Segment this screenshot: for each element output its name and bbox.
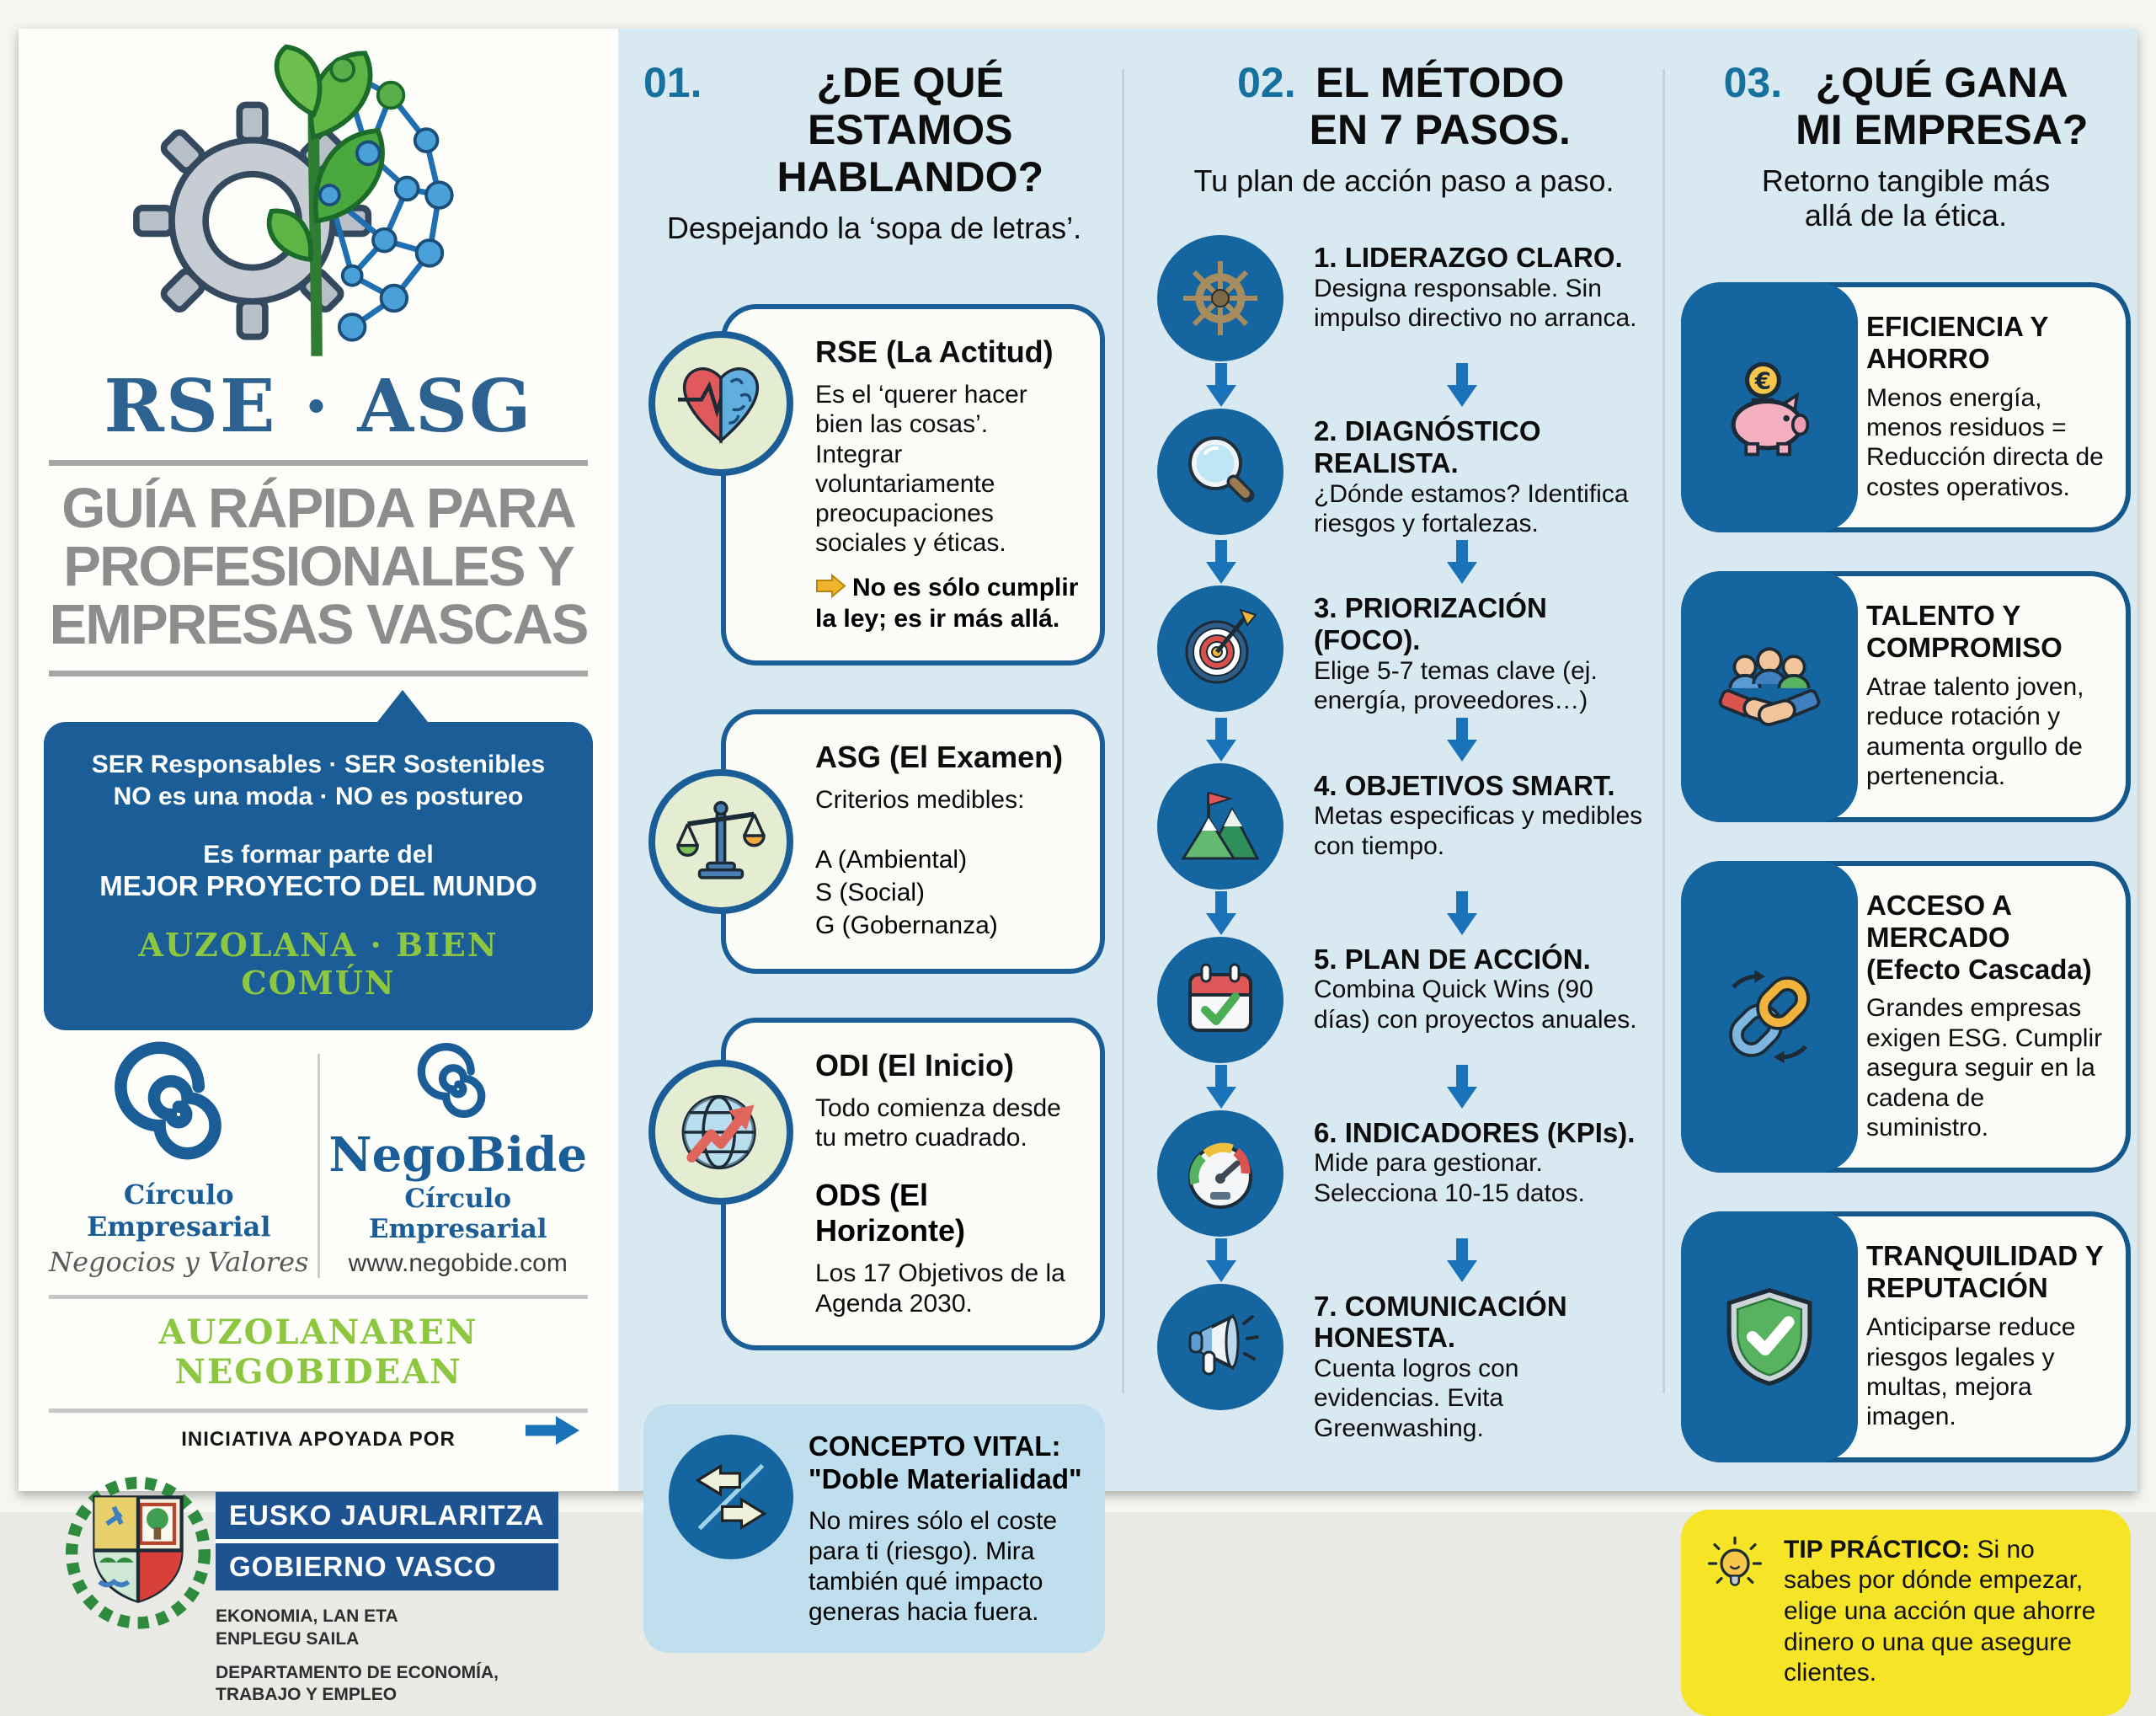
- flow-arrows: [1157, 716, 1651, 763]
- piggy-bank-icon: [1681, 282, 1858, 532]
- asg-item: G (Gobernanza): [815, 911, 998, 940]
- card-odi-ods: [721, 1018, 1105, 1350]
- claim-box: [44, 722, 593, 1030]
- card-title-line: CONCEPTO VITAL:: [808, 1430, 1061, 1462]
- shield-check-icon: [1681, 1211, 1858, 1462]
- card-note-text: No es sólo cumplir la ley; es ir más allá.: [815, 573, 1079, 633]
- step-1: [1157, 235, 1651, 361]
- column-divider: [1122, 69, 1124, 1393]
- section-number: 01.: [643, 59, 702, 106]
- card-title: ASG (El Examen): [815, 740, 1064, 775]
- spiral-icon: [423, 1054, 494, 1125]
- tip-label: TIP PRÁCTICO:: [1784, 1535, 1971, 1564]
- step-body: Combina Quick Wins (90 días) con proyectos anuales.: [1314, 976, 1637, 1034]
- department-line: EKONOMIA, LAN ETA: [216, 1606, 398, 1627]
- card-body: Es el ‘querer hacer bien las cosas’. Integrar voluntariamente preocupaciones sociales y éticas.: [815, 381, 1027, 557]
- down-arrow-icon: [1447, 718, 1477, 762]
- card-rse: [721, 304, 1105, 666]
- section-01-header: [643, 59, 1105, 200]
- step-title: 3. PRIORIZACIÓN (FOCO).: [1314, 592, 1547, 656]
- step-body: Metas especificas y medibles con tiempo.: [1314, 802, 1643, 860]
- benefit-card-eficiencia: [1681, 282, 2131, 532]
- card-body-2: Los 17 Objetivos de la Agenda 2030.: [815, 1259, 1065, 1318]
- section-title: [1796, 59, 2088, 153]
- step-title: 2. DIAGNÓSTICO REALISTA.: [1314, 415, 1541, 479]
- down-arrow-icon: [1206, 718, 1236, 762]
- card-title: ODI (El Inicio): [815, 1048, 1015, 1083]
- handshake-people-icon: [1681, 571, 1858, 821]
- section-title-line: MI EMPRESA?: [1796, 106, 2089, 153]
- circulo-empresarial-logo: [40, 1054, 318, 1278]
- spiral-icon: [123, 1059, 234, 1170]
- gauge-icon: [1157, 1110, 1283, 1237]
- subtitle-line: GUÍA RÁPIDA PARA: [61, 477, 575, 540]
- benefit-body: Grandes empresas exigen ESG. Cumplir asegura seguir en la cadena de suministro.: [1866, 994, 2103, 1142]
- section-subtitle: [1681, 163, 2131, 233]
- step-body: Mide para gestionar. Selecciona 10-15 datos.: [1314, 1149, 1585, 1207]
- svg-text:€: €: [1754, 366, 1772, 394]
- section-02-header: [1157, 59, 1651, 153]
- section-subtitle: Tu plan de acción paso a paso.: [1193, 163, 1614, 198]
- down-arrow-icon: [1447, 891, 1477, 935]
- card-body: No mires sólo el coste para ti (riesgo). Mira también qué impacto generas hacia fuera.: [808, 1506, 1058, 1626]
- tip-text: Si no sabes por dónde empezar, elige una acción que ahorre dinero o una que asegure clientes.: [1784, 1535, 2096, 1687]
- logo-tagline: Negocios y Valores: [49, 1246, 309, 1279]
- basque-motto: AUZOLANAREN NEGOBIDEAN: [158, 1312, 478, 1393]
- down-arrow-icon: [1206, 891, 1236, 935]
- main-subtitle: [40, 479, 596, 654]
- section-title: [716, 59, 1105, 200]
- step-title: 1. LIDERAZGO CLARO.: [1314, 242, 1623, 274]
- benefit-card-reputacion: [1681, 1211, 2131, 1462]
- pointing-hand-icon: [815, 575, 846, 604]
- logo-name: Círculo Empresarial: [87, 1179, 271, 1243]
- main-title: RSE · ASG: [104, 364, 533, 449]
- method-steps: [1157, 235, 1651, 1442]
- card-title-line: "Doble Materialidad": [808, 1463, 1082, 1495]
- subtitle-line: EMPRESAS VASCAS: [49, 593, 588, 656]
- down-arrow-icon: [1206, 540, 1236, 584]
- card-note: [815, 573, 1080, 633]
- section-subtitle-line: Retorno tangible más: [1761, 163, 2051, 198]
- right-arrow-icon: [522, 1414, 581, 1447]
- benefit-title: TRANQUILIDAD Y REPUTACIÓN: [1866, 1240, 2104, 1304]
- flow-arrows: [1157, 890, 1651, 937]
- benefit-body: Atrae talento joven, reduce rotación y aumenta orgullo de pertenencia.: [1866, 673, 2084, 791]
- benefit-body: Menos energía, menos residuos = Reducción directa de costes operativos.: [1866, 383, 2104, 501]
- logo-name: NegoBide: [328, 1127, 588, 1184]
- step-text: [1314, 763, 1651, 890]
- megaphone-icon: [1157, 1284, 1283, 1410]
- column-divider: [1662, 69, 1665, 1393]
- card-body: Criterios medibles:: [815, 786, 1025, 815]
- department-line: ENPLEGU SAILA: [216, 1628, 360, 1649]
- double-arrows-icon: [669, 1435, 793, 1559]
- section-title-line: EN 7 PASOS.: [1309, 106, 1571, 153]
- step-text: [1314, 409, 1651, 538]
- benefit-title: TALENTO Y COMPROMISO: [1866, 600, 2063, 664]
- down-arrow-icon: [1447, 1238, 1477, 1282]
- magnifier-icon: [1157, 409, 1283, 535]
- down-arrow-icon: [1206, 1065, 1236, 1109]
- asg-criteria-list: [815, 843, 1080, 942]
- claim-highlight: AUZOLANA · BIEN COMÚN: [138, 926, 499, 1002]
- step-7: [1157, 1284, 1651, 1443]
- step-title: 4. OBJETIVOS SMART.: [1314, 769, 1615, 801]
- divider: [49, 1295, 588, 1299]
- step-5: [1157, 937, 1651, 1063]
- department-spanish: [216, 1662, 558, 1707]
- section-number: 02.: [1237, 59, 1296, 106]
- divider: [49, 460, 588, 466]
- claim-line: SER Responsables · SER Sostenibles: [91, 751, 546, 778]
- down-arrow-icon: [1206, 363, 1236, 407]
- government-text: [216, 1492, 558, 1706]
- down-arrow-icon: [1447, 363, 1477, 407]
- step-3: [1157, 585, 1651, 715]
- section-title-line: ¿DE QUÉ ESTAMOS: [807, 59, 1013, 153]
- globe-growth-icon: [648, 1060, 793, 1205]
- gear-leaf-network-logo: [141, 40, 495, 371]
- section-title: [1310, 59, 1571, 153]
- benefit-title: EFICIENCIA Y AHORRO: [1866, 310, 2048, 374]
- benefit-card-talento: [1681, 571, 2131, 821]
- basque-coat-of-arms-icon: [66, 1470, 211, 1628]
- step-6: [1157, 1110, 1651, 1237]
- step-body: Elige 5-7 temas clave (ej. energía, proveedores…): [1314, 657, 1598, 715]
- department-basque: [216, 1606, 558, 1650]
- calendar-check-icon: [1157, 937, 1283, 1063]
- speech-bubble-pointer: [377, 690, 428, 722]
- department-line: DEPARTAMENTO DE ECONOMÍA,: [216, 1662, 499, 1682]
- benefit-title: ACCESO A MERCADO (Efecto Cascada): [1866, 889, 2092, 985]
- section-01: [643, 59, 1105, 1653]
- heart-brain-icon: [648, 331, 793, 476]
- chain-links-icon: [1681, 861, 1858, 1173]
- negobide-logo: [320, 1054, 597, 1278]
- claim-line: NO es una moda · NO es postureo: [113, 783, 524, 811]
- card-title-2: ODS (El Horizonte): [815, 1178, 965, 1248]
- step-text: [1314, 1110, 1651, 1237]
- target-icon: [1157, 585, 1283, 712]
- card-body: Todo comienza desde tu metro cuadrado.: [815, 1094, 1061, 1152]
- card-title: RSE (La Actitud): [815, 334, 1054, 370]
- flow-arrows: [1157, 538, 1651, 585]
- step-text: [1314, 585, 1651, 715]
- step-text: [1314, 937, 1651, 1063]
- step-body: Designa responsable. Sin impulso directivo no arranca.: [1314, 275, 1637, 333]
- claim-line: MEJOR PROYECTO DEL MUNDO: [99, 870, 537, 902]
- down-arrow-icon: [1447, 1065, 1477, 1109]
- poster: [19, 29, 2137, 1705]
- ship-wheel-icon: [1157, 235, 1283, 361]
- claim-line: Es formar parte del: [203, 840, 434, 869]
- step-body: Cuenta logros con evidencias. Evita Greenwashing.: [1314, 1355, 1519, 1442]
- asg-item: S (Social): [815, 879, 926, 907]
- section-03: [1681, 59, 2131, 1716]
- step-title: 5. PLAN DE ACCIÓN.: [1314, 943, 1591, 975]
- basque-government-block: [66, 1470, 596, 1706]
- divider: [49, 671, 588, 676]
- step-body: ¿Dónde estamos? Identifica riesgos y fortalezas.: [1314, 480, 1629, 538]
- department-line: TRABAJO Y EMPLEO: [216, 1685, 398, 1705]
- step-title: 7. COMUNICACIÓN HONESTA.: [1314, 1290, 1567, 1354]
- section-03-header: [1681, 59, 2131, 153]
- step-text: [1314, 1284, 1651, 1443]
- section-title-line: EL MÉTODO: [1315, 59, 1565, 106]
- asg-item: A (Ambiental): [815, 846, 968, 874]
- benefit-body: Anticiparse reduce riesgos legales y multas, mejora imagen.: [1866, 1313, 2076, 1431]
- step-2: [1157, 409, 1651, 538]
- down-arrow-icon: [1447, 540, 1477, 584]
- step-4: [1157, 763, 1651, 890]
- lightbulb-icon: [1701, 1537, 1769, 1604]
- section-subtitle: Despejando la ‘sopa de letras’.: [666, 211, 1082, 245]
- partner-logos: [40, 1054, 596, 1278]
- flow-arrows: [1157, 1063, 1651, 1110]
- logo-subname: Círculo Empresarial: [368, 1184, 547, 1245]
- step-title: 6. INDICADORES (KPIs).: [1314, 1116, 1636, 1148]
- down-arrow-icon: [1206, 1238, 1236, 1282]
- left-panel: [19, 29, 618, 1705]
- logo-url: www.negobide.com: [348, 1249, 568, 1278]
- section-title-line: ¿QUÉ GANA: [1815, 59, 2068, 106]
- section-title-line: HABLANDO?: [776, 153, 1044, 200]
- flow-arrows: [1157, 1237, 1651, 1284]
- section-number: 03.: [1723, 59, 1783, 106]
- supported-by-label: INICIATIVA APOYADA POR: [181, 1428, 456, 1451]
- flow-arrows: [1157, 361, 1651, 409]
- section-02: [1157, 59, 1651, 1443]
- section-subtitle-line: allá de la ética.: [1804, 198, 2008, 233]
- card-asg: [721, 709, 1105, 974]
- subtitle-line: PROFESIONALES Y: [63, 535, 574, 598]
- benefit-card-mercado: [1681, 861, 2131, 1173]
- step-text: [1314, 235, 1651, 361]
- government-banner-line: GOBIERNO VASCO: [216, 1539, 558, 1590]
- tip-box: [1681, 1510, 2131, 1716]
- government-banner-line: EUSKO JAURLARITZA: [216, 1492, 558, 1539]
- card-title: [808, 1430, 1083, 1496]
- logo-icon: [141, 40, 495, 371]
- balance-scale-icon: [648, 769, 793, 914]
- mountain-flag-icon: [1157, 763, 1283, 890]
- divider: [49, 1409, 588, 1413]
- card-doble-materialidad: [643, 1404, 1105, 1653]
